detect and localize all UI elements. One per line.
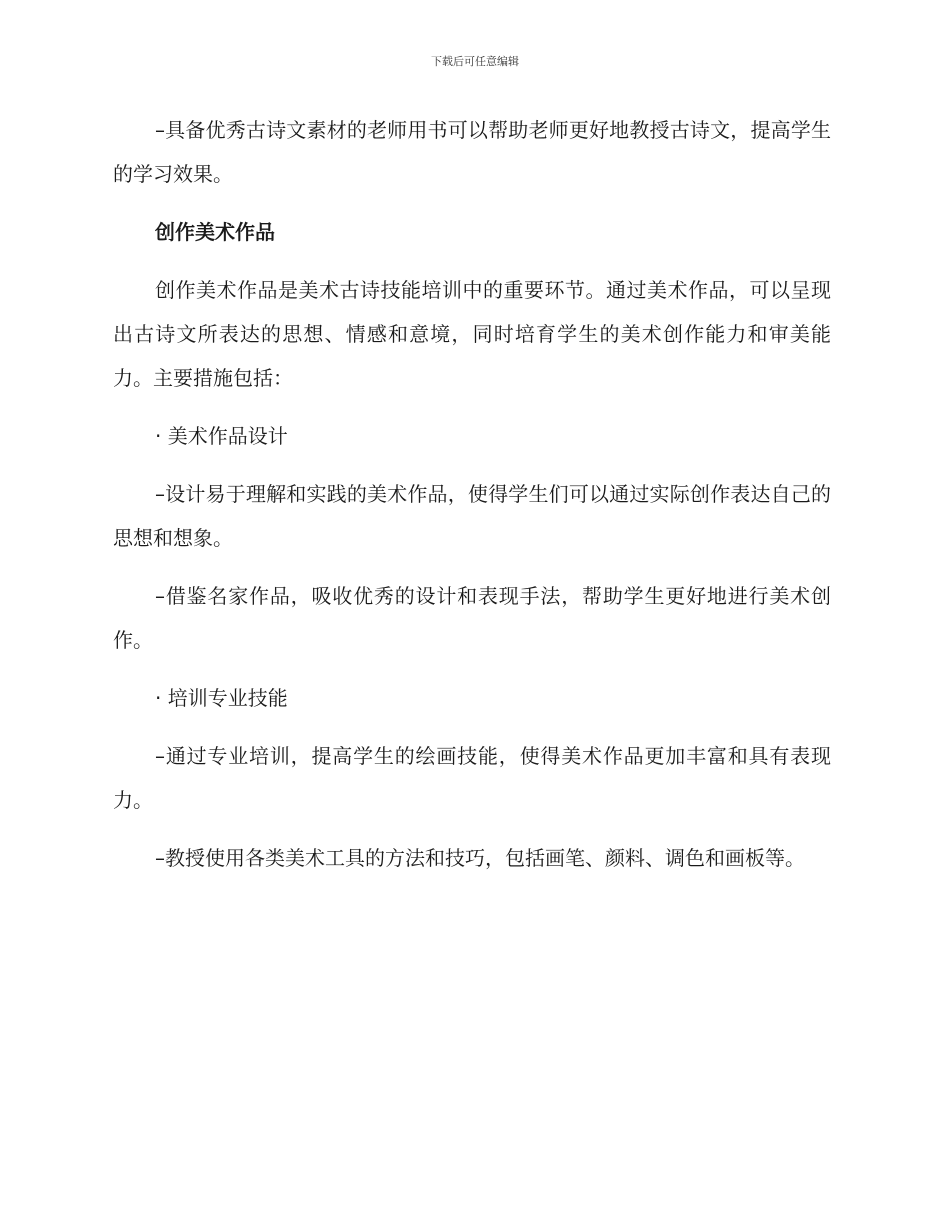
section-heading: 创作美术作品 <box>155 220 275 244</box>
document-body <box>113 108 831 894</box>
bullet-item-skills-1: –通过专业培训，提高学生的绘画技能，使得美术作品更加丰富和具有表现力。 <box>113 744 831 812</box>
bullet-title-design: · 美术作品设计 <box>155 424 288 448</box>
bullet-item-skills-2: –教授使用各类美术工具的方法和技巧，包括画笔、颜料、调色和画板等。 <box>155 846 805 870</box>
bullet-item-design-1: –设计易于理解和实践的美术作品，使得学生们可以通过实际创作表达自己的思想和想象。 <box>113 482 831 550</box>
section-intro-paragraph: 创作美术作品是美术古诗技能培训中的重要环节。通过美术作品，可以呈现出古诗文所表达的思想、情感和意境，同时培育学生的美术创作能力和审美能力。主要措施包括： <box>113 278 831 390</box>
page-header: 下载后可任意编辑 <box>431 55 519 68</box>
intro-paragraph: –具备优秀古诗文素材的老师用书可以帮助老师更好地教授古诗文，提高学生的学习效果。 <box>113 118 831 186</box>
bullet-title-skills: · 培训专业技能 <box>155 686 288 710</box>
bullet-item-design-2: –借鉴名家作品，吸收优秀的设计和表现手法，帮助学生更好地进行美术创作。 <box>113 584 831 652</box>
